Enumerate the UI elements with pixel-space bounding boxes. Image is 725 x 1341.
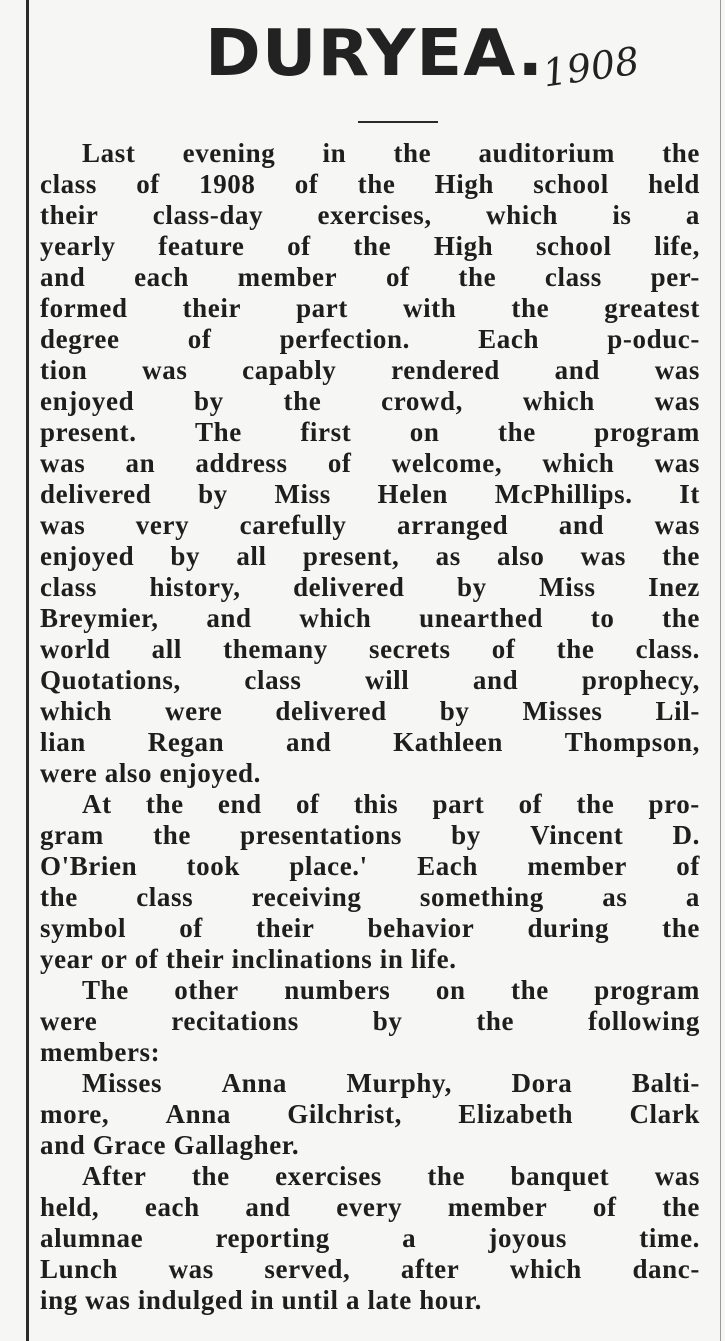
article-line: The other numbers on the program xyxy=(82,975,700,1005)
article-line: lian Regan and Kathleen Thompson, xyxy=(40,727,700,757)
left-border-rule xyxy=(26,0,29,1341)
article-line: Misses Anna Murphy, Dora Balti- xyxy=(82,1068,700,1098)
article-line: symbol of their behavior during the xyxy=(40,913,700,943)
article-line: Breymier, and which unearthed to the xyxy=(40,603,700,633)
article-paragraph xyxy=(40,138,700,789)
article-line: yearly feature of the High school life, xyxy=(40,231,700,261)
article-line: class of 1908 of the High school held xyxy=(40,169,700,199)
article-line: which were delivered by Misses Lil- xyxy=(40,696,700,726)
headline-underline xyxy=(358,121,438,123)
article-line: were also enjoyed. xyxy=(40,758,262,788)
article-line: Quotations, class will and prophecy, xyxy=(40,665,700,695)
article-line: class history, delivered by Miss Inez xyxy=(40,572,700,602)
article-line: gram the presentations by Vincent D. xyxy=(40,820,700,850)
article-paragraph xyxy=(40,789,700,975)
article-line: year or of their inclinations in life. xyxy=(40,944,457,974)
article-line: enjoyed by all present, as also was the xyxy=(40,541,700,571)
article-line: was very carefully arranged and was xyxy=(40,510,700,540)
article-line: the class receiving something as a xyxy=(40,882,700,912)
handwritten-year: 1908 xyxy=(540,38,642,96)
article-line: members: xyxy=(40,1037,161,1067)
article-line: present. The first on the program xyxy=(40,417,700,447)
article-line: At the end of this part of the pro- xyxy=(82,789,700,819)
headline: DURYEA. xyxy=(205,17,545,91)
article-line: delivered by Miss Helen McPhillips. It xyxy=(40,479,700,509)
article-line: was an address of welcome, which was xyxy=(40,448,700,478)
article-line: After the exercises the banquet was xyxy=(82,1161,700,1191)
article-body xyxy=(40,138,700,1316)
article-paragraph xyxy=(40,975,700,1068)
article-paragraph xyxy=(40,1161,700,1316)
right-border-edge xyxy=(720,0,721,1341)
article-line: held, each and every member of the xyxy=(40,1192,700,1222)
article-line: degree of perfection. Each p-oduc- xyxy=(40,324,700,354)
article-line: were recitations by the following xyxy=(40,1006,700,1036)
article-line: tion was capably rendered and was xyxy=(40,355,700,385)
article-line: ing was indulged in until a late hour. xyxy=(40,1285,482,1315)
article-line: alumnae reporting a joyous time. xyxy=(40,1223,700,1253)
article-line: enjoyed by the crowd, which was xyxy=(40,386,700,416)
article-line: Lunch was served, after which danc- xyxy=(40,1254,700,1284)
article-line: formed their part with the greatest xyxy=(40,293,700,323)
article-paragraph xyxy=(40,1068,700,1161)
article-line: and Grace Gallagher. xyxy=(40,1130,300,1160)
article-line: more, Anna Gilchrist, Elizabeth Clark xyxy=(40,1099,700,1129)
article-line: their class-day exercises, which is a xyxy=(40,200,700,230)
article-line: world all themany secrets of the class. xyxy=(40,634,700,664)
article-line: O'Brien took place.' Each member of xyxy=(40,851,700,881)
article-line: Last evening in the auditorium the xyxy=(82,138,700,168)
article-line: and each member of the class per- xyxy=(40,262,700,292)
